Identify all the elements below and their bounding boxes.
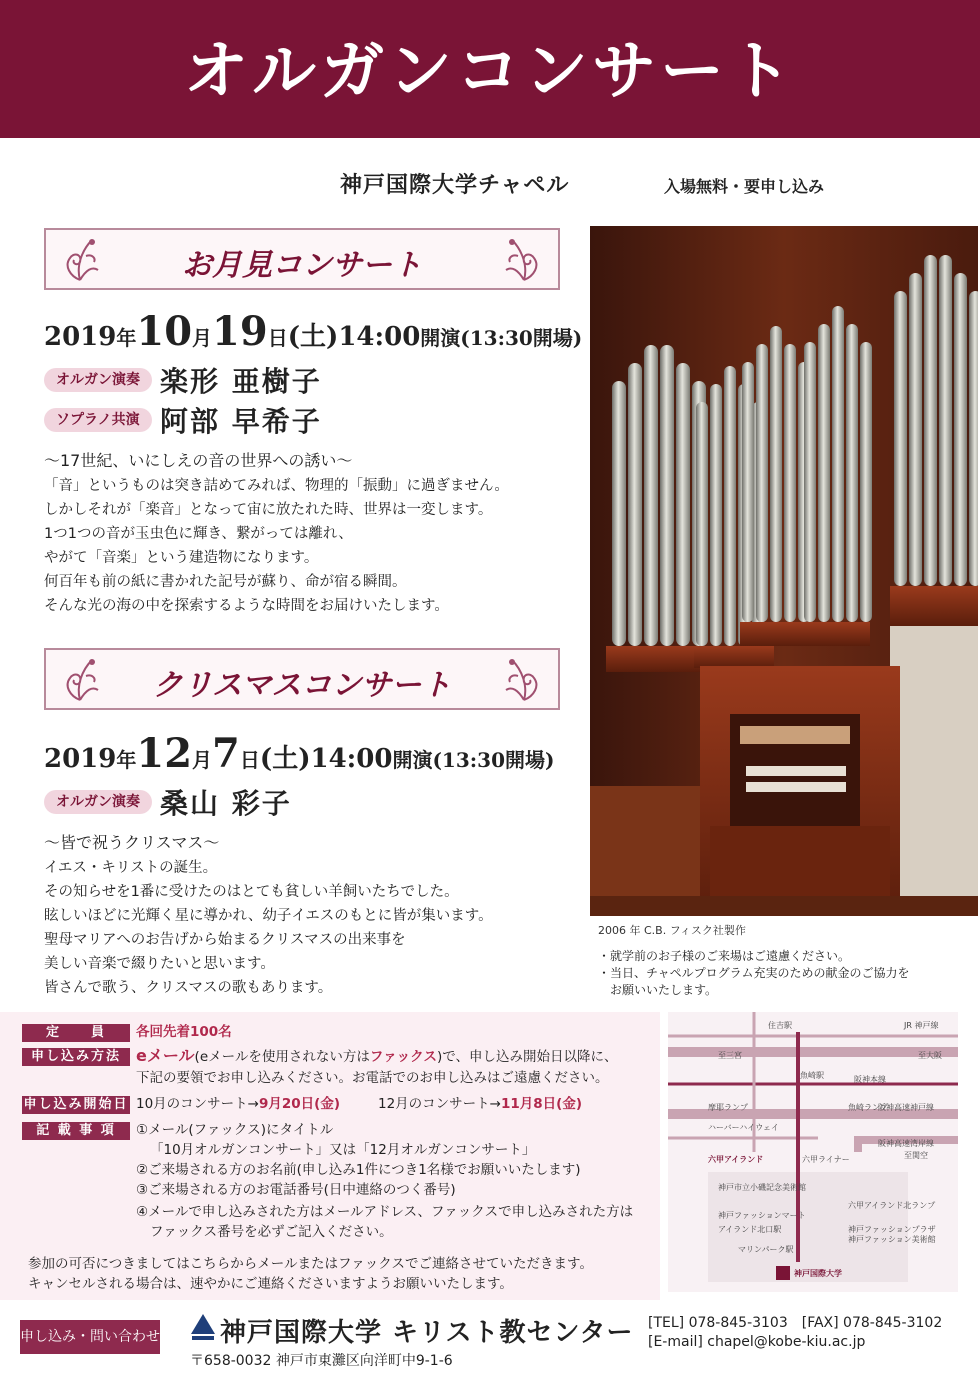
map-label: ハーバーハイウェイ [708, 1123, 779, 1132]
organ-pipe [612, 381, 626, 646]
map-label: JR 神戸線 [904, 1021, 939, 1030]
organ-pipe [894, 291, 907, 586]
route-map [668, 1012, 958, 1292]
item-line: ③ご来場される方のお電話番号(日中連絡のつく番号) [136, 1182, 456, 1198]
access-map [668, 1012, 958, 1292]
date-year: 2019 [44, 744, 117, 774]
description-line: 美しい音楽で綴りたいと思います。 [44, 956, 275, 972]
date-weekday: (土) [259, 744, 311, 774]
description-line: 1つ1つの音が玉虫色に輝き、繋がっては離れ、 [44, 526, 353, 542]
role-badge: オルガン演奏 [44, 790, 152, 814]
note-line: ・就学前のお子様のご来場はご遠慮ください。 [598, 949, 851, 963]
venue-name: 神戸国際大学チャペル [340, 172, 570, 198]
photo-caption: 2006 年 C.B. フィスク社製作 [598, 924, 746, 937]
organ-pipe [742, 362, 754, 622]
date-unit: 月 [192, 748, 213, 772]
organ-pipe [924, 255, 937, 586]
description-line: 何百年も前の紙に書かれた記号が蘇り、命が宿る瞬間。 [44, 574, 407, 590]
date-unit: 月 [192, 326, 213, 350]
method-text: )で、申し込み開始日以降に、 [436, 1049, 618, 1065]
map-label: 六甲アイランド [708, 1155, 764, 1164]
capacity-value: 各回先着100名 [136, 1024, 232, 1040]
page-title: オルガンコンサート [184, 34, 796, 109]
organ-pipe [860, 342, 872, 622]
organ-pipe [660, 345, 674, 646]
organ-pipe [969, 291, 978, 586]
date-unit: 年 [116, 326, 137, 350]
description-line: やがて「音楽」という建造物になります。 [44, 550, 319, 566]
date-unit: 年 [116, 748, 137, 772]
map-label: 魚崎駅 [800, 1071, 824, 1080]
organ-pipe [832, 306, 844, 622]
floral-ornament-icon [500, 656, 548, 702]
organ-pipe [846, 324, 858, 622]
email-method: eメール [136, 1046, 195, 1065]
map-label: 至関空 [904, 1151, 928, 1160]
organ-pipe [804, 342, 816, 622]
organ-pipe [954, 273, 967, 586]
method-text: (eメールを使用されない方は [194, 1049, 370, 1065]
note-line: お願いいたします。 [598, 983, 718, 997]
dec-start [378, 1094, 582, 1114]
description-line: 眩しいほどに光輝く星に導かれ、幼子イエスのもとに皆が集います。 [44, 908, 493, 924]
note-line: ・当日、チャペルプログラム充実のための献金のご協力を [598, 966, 910, 980]
description-line: 「音」というものは突き詰めてみれば、物理的「振動」に過ぎません。 [44, 478, 509, 494]
map-label: 摩耶ランプ [708, 1103, 748, 1112]
map-label: アイランド北口駅 [718, 1225, 782, 1234]
performer-name: 楽形 亜樹子 [160, 365, 322, 398]
concert2-description [44, 856, 493, 1000]
admission-note: 入場無料・要申し込み [664, 177, 825, 196]
contact-phone-fax: [TEL] 078-845-3103 [FAX] 078-845-3102 [648, 1315, 943, 1331]
map-label: 阪神高速湾岸線 [878, 1139, 934, 1148]
map-label: 阪神高速神戸線 [878, 1103, 934, 1112]
date-unit: 日 [267, 326, 288, 350]
map-label: 六甲アイランド北ランプ [848, 1201, 936, 1210]
organ-pipe [909, 273, 922, 586]
floral-ornament-icon [500, 236, 548, 282]
date-door-open: (13:30開場) [460, 326, 583, 350]
date-start-label: 開演 [392, 748, 433, 772]
organ-pipe [628, 363, 642, 646]
map-label: 六甲ライナー [802, 1155, 850, 1164]
closing-line: 参加の可否につきましてはこちらからメールまたはファックスでご連絡させていただきます。 [28, 1256, 593, 1272]
map-label: 神戸国際大学 [794, 1269, 842, 1278]
start-date-tag: 申し込み開始日 [23, 1097, 129, 1112]
map-label: 至三宮 [718, 1051, 742, 1060]
concert1-subtitle: 〜17世紀、いにしえの音の世界への誘い〜 [44, 451, 353, 470]
method-tag: 申し込み方法 [22, 1048, 130, 1066]
concert1-date [44, 308, 582, 355]
performer-name: 桑山 彩子 [160, 787, 292, 820]
map-label: マリンパーク駅 [738, 1245, 794, 1254]
oct-label: 10月のコンサート→ [136, 1096, 259, 1112]
dec-label: 12月のコンサート→ [378, 1096, 501, 1112]
organ-photo [590, 226, 978, 916]
date-weekday: (土) [287, 322, 339, 352]
date-time: 14:00 [338, 322, 421, 352]
description-line: 聖母マリアへのお告げから始まるクリスマスの出来事を [44, 932, 406, 948]
role-badge: ソプラノ共演 [44, 408, 152, 432]
header-banner [0, 0, 980, 138]
item-line: ①メール(ファックス)にタイトル [136, 1122, 334, 1138]
concert1-title: お月見コンサート [182, 248, 422, 283]
map-label: 神戸ファッションマート [718, 1211, 806, 1220]
organ-pipe [676, 363, 690, 646]
item-line: 「10月オルガンコンサート」又は「12月オルガンコンサート」 [150, 1142, 536, 1158]
concert2-title: クリスマスコンサート [152, 668, 452, 703]
map-label: 魚崎ランプ [848, 1103, 888, 1112]
date-start-label: 開演 [420, 326, 461, 350]
description-line: その知らせを1番に受けたのはとても貧しい羊飼いたちでした。 [44, 884, 459, 900]
organ-pipe [696, 402, 708, 646]
organ-pipe [710, 384, 722, 646]
map-label: 住吉駅 [768, 1021, 792, 1030]
description-line: 皆さんで歌う、クリスマスの歌もあります。 [44, 980, 333, 996]
items-tag: 記 載 事 項 [22, 1122, 130, 1140]
contact-email[interactable]: [E-mail] chapel@kobe-kiu.ac.jp [648, 1334, 866, 1350]
pipe-organ-illustration [590, 226, 978, 916]
fax-method: ファックス [369, 1049, 437, 1065]
performer-name: 阿部 早希子 [160, 405, 322, 438]
organization-name: 神戸国際大学 キリスト教センター [220, 1318, 634, 1348]
concert1-description [44, 474, 509, 618]
concert1-title-box [44, 228, 560, 290]
item-line: ②ご来場される方のお名前(申し込み1件につき1名様でお願いいたします) [136, 1162, 581, 1178]
concert2-title-box [44, 648, 560, 710]
date-month: 10 [136, 308, 193, 355]
concert2-subtitle: 〜皆で祝うクリスマス〜 [44, 833, 220, 852]
contact-tag: 申し込み・問い合わせ [20, 1320, 160, 1354]
method-line1 [136, 1046, 617, 1067]
date-unit: 日 [239, 748, 260, 772]
map-label: 神戸ファッション美術館 [848, 1235, 936, 1244]
closing-line: キャンセルされる場合は、速やかにご連絡くださいますようお願いいたします。 [28, 1276, 513, 1292]
university-logo-icon [190, 1312, 216, 1342]
organ-pipe [644, 345, 658, 646]
description-line: イエス・キリストの誕生。 [44, 860, 218, 876]
oct-date: 9月20日(金) [259, 1096, 341, 1112]
attendance-notes [598, 948, 910, 999]
item-line: ④メールで申し込みされた方はメールアドレス、ファックスで申し込みされた方は [136, 1204, 634, 1220]
organ-pipe [939, 255, 952, 586]
description-line: そんな光の海の中を探索するような時間をお届けいたします。 [44, 598, 449, 614]
role-badge: オルガン演奏 [44, 368, 152, 392]
organ-pipe [756, 344, 768, 622]
date-time: 14:00 [310, 744, 393, 774]
date-day: 19 [212, 308, 268, 355]
organ-pipe [818, 324, 830, 622]
capacity-tag: 定 員 [22, 1024, 130, 1042]
organ-pipe [724, 366, 736, 646]
map-label: 至大阪 [918, 1051, 942, 1060]
date-month: 12 [136, 730, 193, 777]
date-door-open: (13:30開場) [432, 748, 555, 772]
date-year: 2019 [44, 322, 117, 352]
description-line: しかしそれが「楽音」となって宙に放たれた時、世界は一変します。 [44, 502, 493, 518]
concert2-date [44, 730, 554, 777]
map-label: 阪神本線 [854, 1075, 886, 1084]
organ-pipe [770, 326, 782, 622]
date-day: 7 [212, 730, 240, 777]
map-label: 神戸ファッションプラザ [848, 1225, 936, 1234]
organ-pipe [784, 344, 796, 622]
oct-start [136, 1094, 340, 1114]
dec-date: 11月8日(金) [501, 1096, 583, 1112]
organization-address: 〒658-0032 神戸市東灘区向洋町中9-1-6 [190, 1353, 453, 1369]
item-line: ファックス番号を必ずご記入ください。 [150, 1224, 393, 1240]
map-label: 神戸市立小磯記念美術館 [718, 1183, 806, 1192]
method-line2: 下記の要領でお申し込みください。お電話でのお申し込みはご遠慮ください。 [136, 1070, 609, 1086]
application-info-panel [0, 1012, 660, 1300]
